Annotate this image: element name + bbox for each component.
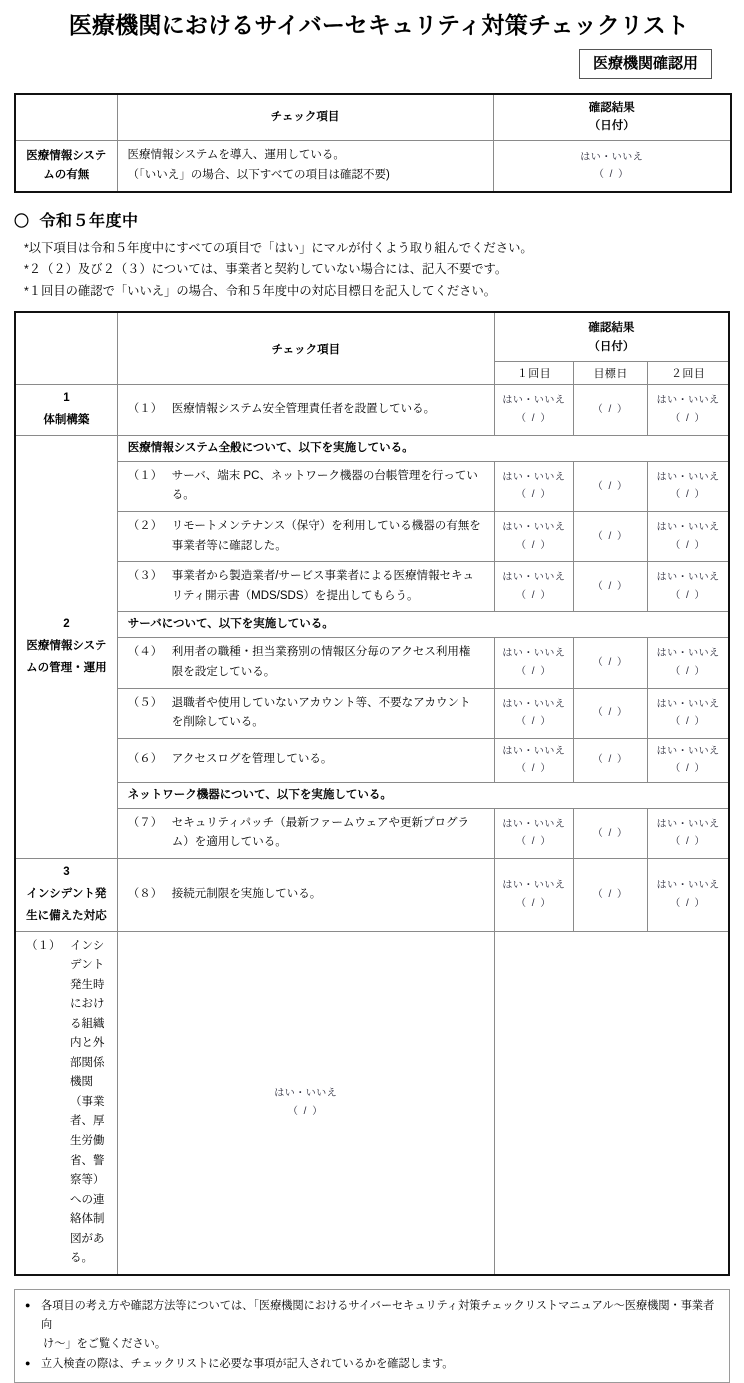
check-item-cell: [117, 858, 494, 931]
check-item-text: サーバ、端末 PC、ネットワーク機器の台帳管理を行っている。: [171, 469, 478, 502]
section-heading: [14, 208, 730, 231]
result-target-date-date[interactable]: （ / ）: [592, 580, 629, 592]
check-item-number: （３）: [127, 570, 163, 583]
result-first-round-yesno[interactable]: はい・いいえ: [502, 522, 566, 534]
result-second-round-date[interactable]: （ / ）: [670, 897, 707, 909]
check-item-number: （１）: [127, 403, 163, 416]
table-row: [15, 808, 729, 858]
table-header-row: [15, 312, 729, 361]
result-second-round-date[interactable]: （ / ）: [670, 836, 707, 848]
result-target-date[interactable]: [574, 858, 648, 931]
result-first-round-date[interactable]: （ / ）: [515, 589, 552, 601]
result-target-date[interactable]: [574, 688, 648, 738]
result-second-round[interactable]: [648, 384, 729, 435]
footer-line-2-main: 立入検査の際は、チェックリストに必要な事項が記入されているかを確認します。: [41, 1357, 454, 1370]
table-group-row: [15, 435, 729, 461]
result-second-round-yesno[interactable]: はい・いいえ: [656, 522, 720, 534]
title-row: [14, 0, 730, 40]
check-item-text: 事業者から製造業者/サービス事業者による医療情報セキュリティ開示書（MDS/SDS）を提出してもらう。: [171, 570, 474, 602]
table-row: [15, 688, 729, 738]
category-number: 3: [63, 865, 70, 878]
group-header-label: ネットワーク機器について、以下を実施している。: [117, 782, 729, 808]
table1-result-yesno[interactable]: はい・いいえ: [580, 151, 644, 163]
table1-header-check-item: チェック項目: [117, 94, 493, 141]
result-first-round-yesno[interactable]: はい・いいえ: [502, 648, 566, 660]
group-header-label: サーバについて、以下を実施している。: [117, 612, 729, 638]
result-first-round-date[interactable]: （ / ）: [287, 1105, 324, 1117]
footer-line-1-text: [41, 1297, 719, 1355]
result-first-round-date[interactable]: （ / ）: [515, 412, 552, 424]
result-first-round-date[interactable]: （ / ）: [515, 489, 552, 501]
category-label: 体制構築: [43, 413, 90, 426]
table-row: [15, 461, 729, 511]
result-second-round-date[interactable]: （ / ）: [670, 665, 707, 677]
result-second-round-yesno[interactable]: はい・いいえ: [656, 471, 720, 483]
result-first-round[interactable]: [494, 461, 573, 511]
table1-category-cell: [15, 141, 117, 192]
result-first-round-date[interactable]: （ / ）: [515, 716, 552, 728]
check-item-cell: [15, 931, 117, 1275]
result-first-round-yesno[interactable]: はい・いいえ: [502, 818, 566, 830]
result-first-round-date[interactable]: （ / ）: [515, 763, 552, 775]
result-first-round-yesno[interactable]: はい・いいえ: [274, 1088, 338, 1100]
table1-category-line1: 医療情報システ: [26, 150, 107, 163]
result-target-date[interactable]: [574, 512, 648, 562]
footer-line-1-cont: け～」をご覧ください。: [43, 1338, 167, 1351]
result-second-round[interactable]: [648, 858, 729, 931]
result-second-round-date[interactable]: （ / ）: [670, 489, 707, 501]
result-second-round[interactable]: [648, 512, 729, 562]
result-second-round-yesno[interactable]: はい・いいえ: [656, 572, 720, 584]
check-item-cell: [117, 512, 494, 562]
table2-header-first-round: １回目: [494, 361, 573, 384]
group-header-label: 医療情報システム全般について、以下を実施している。: [117, 435, 729, 461]
result-target-date-date[interactable]: （ / ）: [592, 404, 629, 416]
table2-header-category: [15, 312, 117, 384]
table1-header-result: [493, 94, 731, 141]
check-item-cell: [117, 688, 494, 738]
table2-header-result: [494, 312, 729, 361]
result-first-round[interactable]: [494, 858, 573, 931]
check-item-text: アクセスログを管理している。: [171, 753, 333, 766]
check-item-number: （６）: [127, 753, 163, 766]
table2-wrapper: [14, 311, 730, 1276]
check-item-text: 接続元制限を実施している。: [171, 887, 322, 900]
result-target-date-date[interactable]: （ / ）: [592, 754, 629, 766]
table-row: [15, 512, 729, 562]
check-item-cell: [117, 738, 494, 782]
result-target-date[interactable]: [574, 384, 648, 435]
result-first-round[interactable]: [494, 688, 573, 738]
category-number: 1: [63, 391, 70, 404]
section-note-2: *２（２）及び２（３）については、事業者と契約していない場合には、記入不要です。: [24, 262, 508, 277]
result-target-date-date[interactable]: （ / ）: [592, 530, 629, 542]
check-item-number: （４）: [127, 646, 163, 659]
result-second-round[interactable]: [648, 808, 729, 858]
check-item-cell: [117, 562, 494, 612]
table2-header-check-item: チェック項目: [117, 312, 494, 384]
result-first-round[interactable]: [494, 384, 573, 435]
check-item-cell: [117, 638, 494, 688]
result-first-round[interactable]: [494, 638, 573, 688]
bullet-icon: ●: [25, 1357, 31, 1368]
table-row: [15, 562, 729, 612]
check-item-text: セキュリティパッチ（最新ファームウェアや更新プログラム）を適用している。: [171, 816, 469, 849]
result-target-date-date[interactable]: （ / ）: [592, 827, 629, 839]
check-item-cell: [117, 461, 494, 511]
system-presence-table: [14, 93, 732, 193]
result-second-round-yesno[interactable]: はい・いいえ: [656, 648, 720, 660]
empty-target-date-cell: [494, 931, 573, 1275]
result-second-round-date[interactable]: （ / ）: [670, 589, 707, 601]
result-second-round-yesno[interactable]: はい・いいえ: [656, 698, 720, 710]
section-marker-icon: 〇: [14, 212, 30, 230]
category-cell-1: [15, 384, 117, 435]
category-cell-3: [15, 858, 117, 931]
result-first-round-date[interactable]: （ / ）: [515, 897, 552, 909]
footer-notes: [14, 1289, 730, 1383]
footer-line-2: [25, 1355, 719, 1374]
category-label: インシデント発: [26, 887, 107, 900]
result-second-round-yesno[interactable]: はい・いいえ: [656, 880, 720, 892]
table1-header-result-line1: 確認結果: [588, 101, 635, 114]
table-row: [15, 384, 729, 435]
category-number: 2: [63, 618, 70, 631]
table1-category-line2: ムの有無: [43, 169, 90, 182]
table-row: [15, 141, 731, 192]
check-item-cell: [117, 808, 494, 858]
category-label: 生に備えた対応: [26, 909, 107, 922]
table2-header-result-line2: （日付）: [588, 340, 635, 353]
result-first-round[interactable]: [494, 512, 573, 562]
result-target-date-date[interactable]: （ / ）: [592, 707, 629, 719]
table1-header-category: [15, 94, 117, 141]
result-second-round-date[interactable]: （ / ）: [670, 539, 707, 551]
table-row: [15, 738, 729, 782]
check-item-number: （１）: [26, 939, 61, 952]
table-row: [15, 638, 729, 688]
check-item-number: （２）: [127, 520, 163, 532]
footer-line-1-main: 各項目の考え方や確認方法等については、「医療機関におけるサイバーセキュリティ対策チェックリストマニュアル～医療機関・事業者向: [41, 1299, 715, 1332]
result-target-date[interactable]: [574, 808, 648, 858]
page-title: 医療機関におけるサイバーセキュリティ対策チェックリスト: [68, 12, 690, 38]
check-item-number: （８）: [127, 887, 163, 900]
table1-item-line2: （「いいえ」の場合、以下すべての項目は確認不要): [127, 169, 390, 182]
table-header-row: [15, 94, 731, 141]
empty-second-round-cell: [574, 931, 648, 1275]
category-label: 医療情報システ: [26, 639, 107, 652]
result-target-date[interactable]: [574, 638, 648, 688]
result-first-round-yesno[interactable]: はい・いいえ: [502, 572, 566, 584]
table2-header-second-round: ２回目: [648, 361, 729, 384]
result-second-round[interactable]: [648, 688, 729, 738]
table2-header-result-line1: 確認結果: [588, 322, 635, 335]
result-second-round[interactable]: [648, 562, 729, 612]
result-first-round[interactable]: [494, 808, 573, 858]
check-item-cell: [117, 384, 494, 435]
result-target-date-date[interactable]: （ / ）: [592, 888, 629, 900]
check-item-text: リモートメンテナンス（保守）を利用している機器の有無を事業者等に確認した。: [171, 520, 481, 552]
result-first-round-yesno[interactable]: はい・いいえ: [502, 471, 566, 483]
result-first-round-date[interactable]: （ / ）: [515, 836, 552, 848]
table1-wrapper: [14, 93, 730, 193]
check-item-number: （７）: [127, 816, 163, 829]
section-heading-text: 令和５年度中: [39, 212, 139, 230]
result-target-date-date[interactable]: （ / ）: [592, 657, 629, 669]
result-second-round[interactable]: [648, 738, 729, 782]
badge-row: [14, 49, 730, 79]
table-group-row: [15, 612, 729, 638]
result-first-round-yesno[interactable]: はい・いいえ: [502, 880, 566, 892]
status-badge: 医療機関確認用: [579, 49, 712, 79]
table-row: [15, 858, 729, 931]
result-second-round-yesno[interactable]: はい・いいえ: [656, 395, 720, 407]
result-second-round-date[interactable]: （ / ）: [670, 412, 707, 424]
checklist-table: [14, 311, 730, 1276]
check-item-text: インシデント発生時における組織内と外部関係機関（事業者、厚生労働省、警察等）への連絡体制図がある。: [70, 939, 105, 1265]
result-target-date[interactable]: [574, 562, 648, 612]
result-first-round[interactable]: [117, 931, 494, 1275]
section-note-3: *１回目の確認で「いいえ」の場合、令和５年度中の対応目標日を記入してください。: [24, 284, 497, 299]
check-item-text: 退職者や使用していないアカウント等、不要なアカウントを削除している。: [171, 696, 471, 729]
category-label: ムの管理・運用: [26, 661, 107, 674]
section-note-1: *以下項目は令和５年度中にすべての項目で「はい」にマルが付くよう取り組んでください。: [24, 240, 533, 255]
table2-header-target-date: 目標日: [574, 361, 648, 384]
table1-item-cell: [117, 141, 493, 192]
result-second-round-yesno[interactable]: はい・いいえ: [656, 818, 720, 830]
result-second-round-yesno[interactable]: はい・いいえ: [656, 745, 720, 757]
check-item-text: 利用者の職種・担当業務別の情報区分毎のアクセス利用権限を設定している。: [171, 646, 471, 678]
result-target-date[interactable]: [574, 461, 648, 511]
result-first-round[interactable]: [494, 738, 573, 782]
result-first-round-yesno[interactable]: はい・いいえ: [502, 395, 566, 407]
table1-result-cell[interactable]: [493, 141, 731, 192]
check-item-number: （１）: [127, 469, 163, 482]
section-block: [14, 208, 730, 304]
result-first-round[interactable]: [494, 562, 573, 612]
result-second-round[interactable]: [648, 461, 729, 511]
result-first-round-yesno[interactable]: はい・いいえ: [502, 698, 566, 710]
bullet-icon: ●: [25, 1299, 31, 1310]
result-target-date-date[interactable]: （ / ）: [592, 480, 629, 492]
table-group-row: [15, 782, 729, 808]
footer-line-1: [25, 1297, 719, 1355]
table-row: [15, 931, 729, 1275]
check-item-number: （５）: [127, 696, 163, 709]
table1-header-result-line2: （日付）: [588, 119, 635, 132]
result-first-round-yesno[interactable]: はい・いいえ: [502, 745, 566, 757]
result-second-round-date[interactable]: （ / ）: [670, 716, 707, 728]
footer-line-2-text: [41, 1355, 719, 1374]
result-target-date[interactable]: [574, 738, 648, 782]
table1-result-date[interactable]: （ / ）: [593, 169, 630, 181]
category-cell-2: [15, 435, 117, 858]
result-second-round[interactable]: [648, 638, 729, 688]
result-first-round-date[interactable]: （ / ）: [515, 665, 552, 677]
result-first-round-date[interactable]: （ / ）: [515, 539, 552, 551]
check-item-text: 医療情報システム安全管理責任者を設置している。: [171, 403, 436, 416]
table1-item-line1: 医療情報システムを導入、運用している。: [127, 149, 345, 162]
result-second-round-date[interactable]: （ / ）: [670, 763, 707, 775]
